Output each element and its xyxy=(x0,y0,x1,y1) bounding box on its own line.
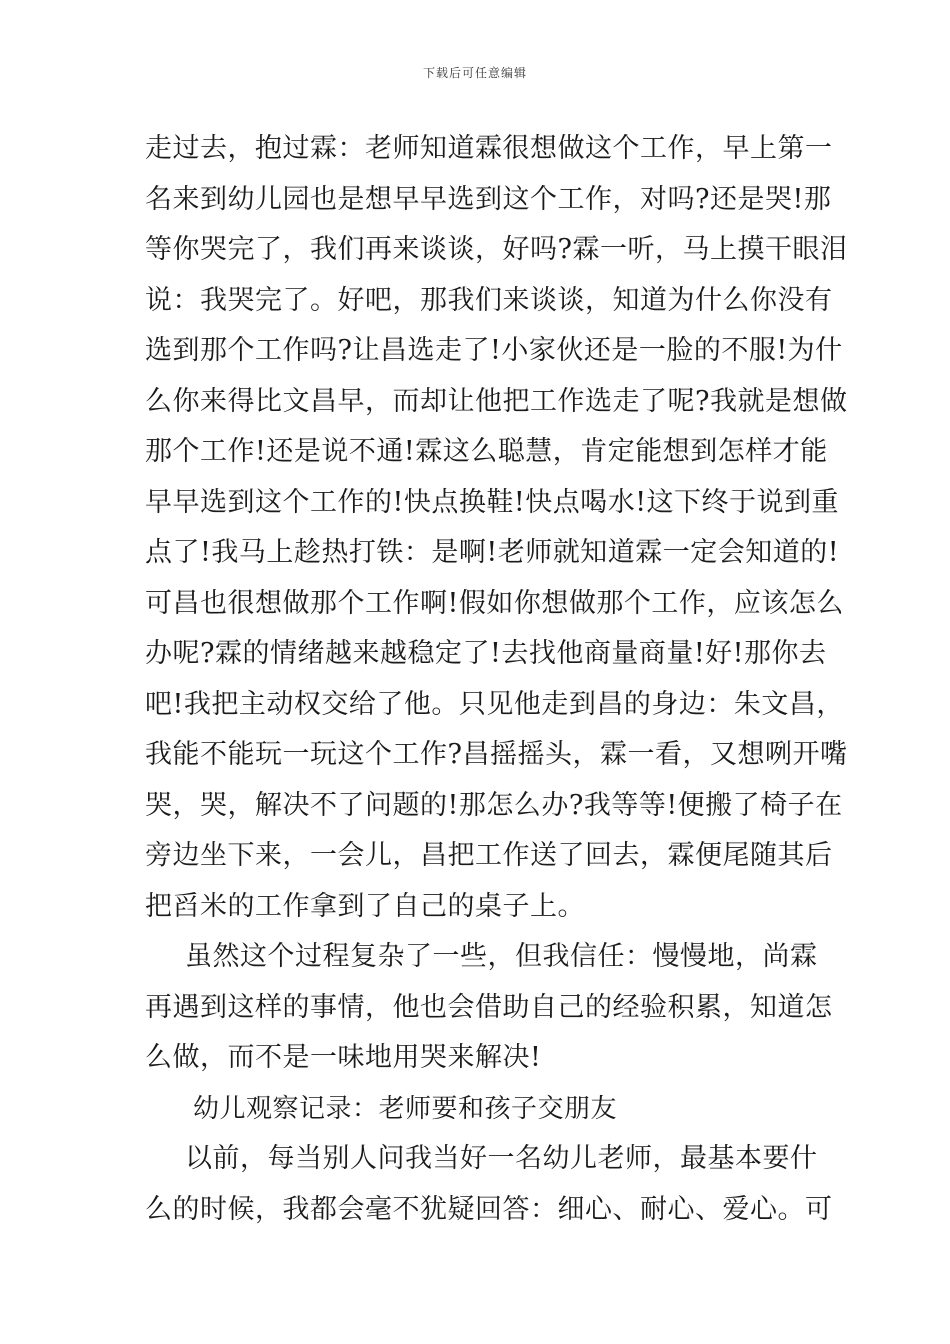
section-heading: 幼儿观察记录：老师要和孩子交朋友 xyxy=(193,1093,618,1124)
text-line: 旁边坐下来，一会儿，昌把工作送了回去，霖便尾随其后 xyxy=(145,840,833,871)
text-line: 哭，哭，解决不了问题的!那怎么办?我等等!便搬了椅子在 xyxy=(145,789,843,821)
text-line: 么的时候，我都会毫不犹疑回答：细心、耐心、爱心。可 xyxy=(145,1193,833,1225)
text-line: 把舀米的工作拿到了自己的桌子上。 xyxy=(145,890,585,922)
body-text xyxy=(145,124,848,1235)
text-line: 再遇到这样的事情，他也会借助自己的经验积累，知道怎 xyxy=(145,991,833,1023)
text-line: 名来到幼儿园也是想早早选到这个工作，对吗?还是哭!那 xyxy=(145,183,832,215)
paragraph-first-line: 虽然这个过程复杂了一些，但我信任：慢慢地，尚霖 xyxy=(185,941,818,972)
paragraph-first-line: 以前，每当别人问我当好一名幼儿老师，最基本要什 xyxy=(185,1143,818,1174)
text-line: 可昌也很想做那个工作啊!假如你想做那个工作，应该怎么 xyxy=(145,587,844,619)
text-line: 走过去，抱过霖：老师知道霖很想做这个工作，早上第一 xyxy=(145,133,833,164)
text-line: 等你哭完了，我们再来谈谈，好吗?霖一听，马上摸干眼泪 xyxy=(145,234,848,265)
text-line: 点了!我马上趁热打铁：是啊!老师就知道霖一定会知道的! xyxy=(145,537,840,568)
text-line: 选到那个工作吗?让昌选走了!小家伙还是一脸的不服!为什 xyxy=(145,335,843,366)
text-line: 那个工作!还是说不通!霖这么聪慧，肯定能想到怎样才能 xyxy=(145,436,828,467)
text-line: 办呢?霖的情绪越来越稳定了!去找他商量商量!好!那你去 xyxy=(145,638,827,669)
text-line: 吧!我把主动权交给了他。只见他走到昌的身边：朱文昌， xyxy=(145,688,844,720)
text-line: 说：我哭完了。好吧，那我们来谈谈，知道为什么你没有 xyxy=(145,284,833,316)
header-note: 下载后可任意编辑 xyxy=(422,66,527,80)
text-line: 么做，而不是一味地用哭来解决! xyxy=(145,1042,542,1073)
text-line: 么你来得比文昌早，而却让他把工作选走了呢?我就是想做 xyxy=(145,385,848,417)
text-line: 早早选到这个工作的!快点换鞋!快点喝水!这下终于说到重 xyxy=(145,486,840,518)
text-line: 我能不能玩一玩这个工作?昌摇摇头，霖一看，又想咧开嘴 xyxy=(145,739,848,770)
